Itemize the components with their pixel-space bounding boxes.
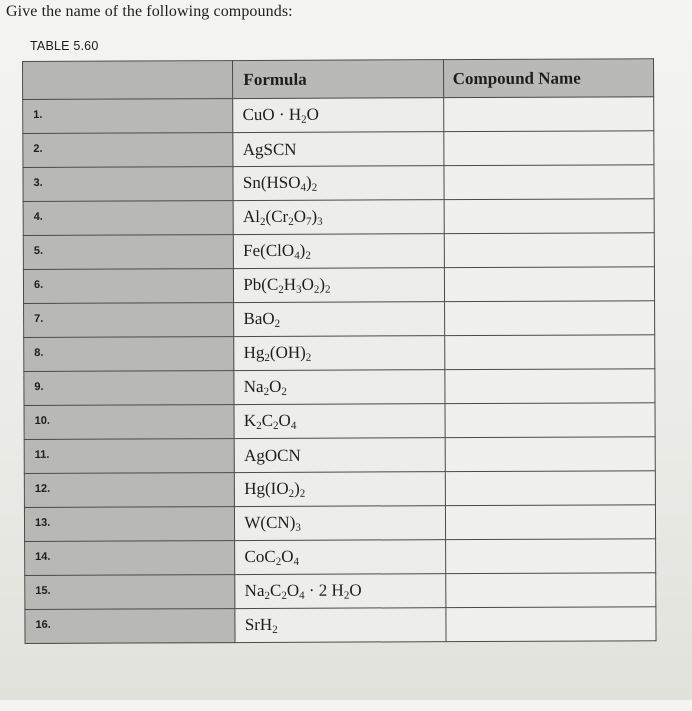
formula-text: CuO · $H_2O$ xyxy=(242,104,319,126)
compound-name-answer-cell[interactable] xyxy=(445,403,655,438)
formula-text: $Hg_2(OH)_2$ xyxy=(243,342,312,364)
compound-name-answer-cell[interactable] xyxy=(444,165,654,200)
row-number-cell xyxy=(24,303,234,338)
formula-cell xyxy=(233,200,443,235)
row-number-cell xyxy=(24,439,234,474)
table-body xyxy=(23,97,656,644)
formula-cell xyxy=(234,302,444,337)
row-number: 8. xyxy=(34,346,44,359)
compound-name-answer-cell[interactable] xyxy=(445,573,655,608)
table-label: TABLE 5.60 xyxy=(30,39,99,53)
compound-name-answer-cell[interactable] xyxy=(445,437,655,472)
row-number: 10. xyxy=(34,414,50,427)
table-row xyxy=(23,199,654,236)
compound-name-answer-cell[interactable] xyxy=(446,607,656,642)
formula-text: $Na_2O_2$ xyxy=(243,376,287,398)
table-row xyxy=(23,233,654,270)
formula-header-label: Formula xyxy=(243,69,307,89)
row-number-cell xyxy=(23,133,233,168)
formula-cell xyxy=(234,404,444,439)
table-row xyxy=(25,607,656,644)
table-row xyxy=(23,131,654,168)
compound-name-answer-cell[interactable] xyxy=(443,131,653,166)
row-number-cell xyxy=(24,371,234,406)
number-column-header xyxy=(23,61,233,100)
compound-name-answer-cell[interactable] xyxy=(444,335,654,370)
formula-text: $Sn(HSO_4)_2$ xyxy=(242,172,318,194)
row-number-cell xyxy=(23,269,233,304)
formula-text: SrH$_2$ xyxy=(244,614,278,636)
table-row xyxy=(24,437,655,474)
formula-text: $Hg(IO_2)_2$ xyxy=(244,478,306,500)
table-row xyxy=(24,403,655,440)
row-number-cell xyxy=(23,99,233,134)
row-number: 9. xyxy=(34,380,44,393)
row-number: 12. xyxy=(34,482,51,495)
compound-name-answer-cell[interactable] xyxy=(444,301,654,336)
row-number-cell xyxy=(23,235,233,270)
table-row xyxy=(24,301,655,338)
row-number: 14. xyxy=(35,550,51,563)
row-number-cell xyxy=(24,507,234,542)
formula-cell xyxy=(234,370,444,405)
row-number: 3. xyxy=(33,176,43,189)
table-row xyxy=(23,267,654,304)
compound-name-answer-cell[interactable] xyxy=(445,539,655,574)
row-number: 6. xyxy=(33,278,44,291)
row-number: 4. xyxy=(33,210,43,223)
table-row xyxy=(24,335,655,372)
row-number: 15. xyxy=(35,584,51,597)
table-header-row xyxy=(23,59,654,100)
compound-name-answer-cell[interactable] xyxy=(445,369,655,404)
row-number: 2. xyxy=(33,142,43,155)
table-row xyxy=(24,505,655,542)
row-number-cell xyxy=(24,405,234,440)
compound-name-answer-cell[interactable] xyxy=(443,97,653,132)
compound-name-answer-cell[interactable] xyxy=(444,199,654,234)
table-row xyxy=(24,369,655,406)
row-number-cell xyxy=(24,337,234,372)
table-row xyxy=(23,97,654,134)
formula-cell xyxy=(234,234,444,269)
compound-name-header-label: Compound Name xyxy=(452,68,581,88)
formula-cell xyxy=(235,608,445,643)
table-row xyxy=(23,165,654,202)
table-row xyxy=(25,573,656,610)
formula-text: AgSCN xyxy=(242,139,297,159)
formula-text: BaO$_2$ xyxy=(243,308,281,330)
row-number: 1. xyxy=(33,108,43,121)
row-number-cell xyxy=(23,167,233,202)
compound-table xyxy=(22,58,657,644)
compound-name-answer-cell[interactable] xyxy=(444,233,654,268)
row-number: 16. xyxy=(35,618,51,631)
row-number: 5. xyxy=(33,244,44,257)
formula-cell xyxy=(235,472,445,507)
formula-cell xyxy=(235,506,445,541)
row-number-cell xyxy=(25,609,235,644)
formula-cell xyxy=(234,268,444,303)
formula-cell xyxy=(233,166,443,201)
row-number-cell xyxy=(25,541,235,576)
formula-cell xyxy=(235,540,445,575)
formula-cell xyxy=(233,98,443,133)
formula-cell xyxy=(233,132,443,167)
compound-name-answer-cell[interactable] xyxy=(445,505,655,540)
formula-text: $K_2C_2O_4$ xyxy=(243,410,297,432)
formula-text: $Fe(ClO_4)_2$ xyxy=(243,240,311,262)
formula-text: AgOCN xyxy=(244,445,301,465)
formula-text: $W(CN)_3$ xyxy=(244,512,301,534)
row-number-cell xyxy=(24,473,234,508)
formula-text: $Na_2C_2O_4 \cdot 2$ $H_2O$ xyxy=(244,580,362,602)
compound-name-answer-cell[interactable] xyxy=(444,267,654,302)
table-row xyxy=(24,471,655,508)
row-number: 11. xyxy=(34,448,50,461)
formula-text: $CoC_2O_4$ xyxy=(244,546,300,568)
compound-name-column-header xyxy=(443,59,654,98)
table-row xyxy=(25,539,656,576)
row-number: 7. xyxy=(34,312,44,325)
row-number-cell xyxy=(25,575,235,610)
formula-column-header xyxy=(233,60,443,99)
question-prompt: Give the name of the following compounds: xyxy=(6,3,293,20)
formula-text: $Al_2(Cr_2O_7)_3$ xyxy=(242,206,323,228)
row-number: 13. xyxy=(34,516,51,529)
formula-cell xyxy=(235,574,445,609)
row-number-cell xyxy=(23,201,233,236)
formula-text: $Pb(C_2H_3O_2)_2$ xyxy=(243,274,331,296)
compound-name-answer-cell[interactable] xyxy=(445,471,655,506)
formula-cell xyxy=(234,438,444,473)
compound-table-container xyxy=(22,58,692,711)
formula-cell xyxy=(234,336,444,371)
